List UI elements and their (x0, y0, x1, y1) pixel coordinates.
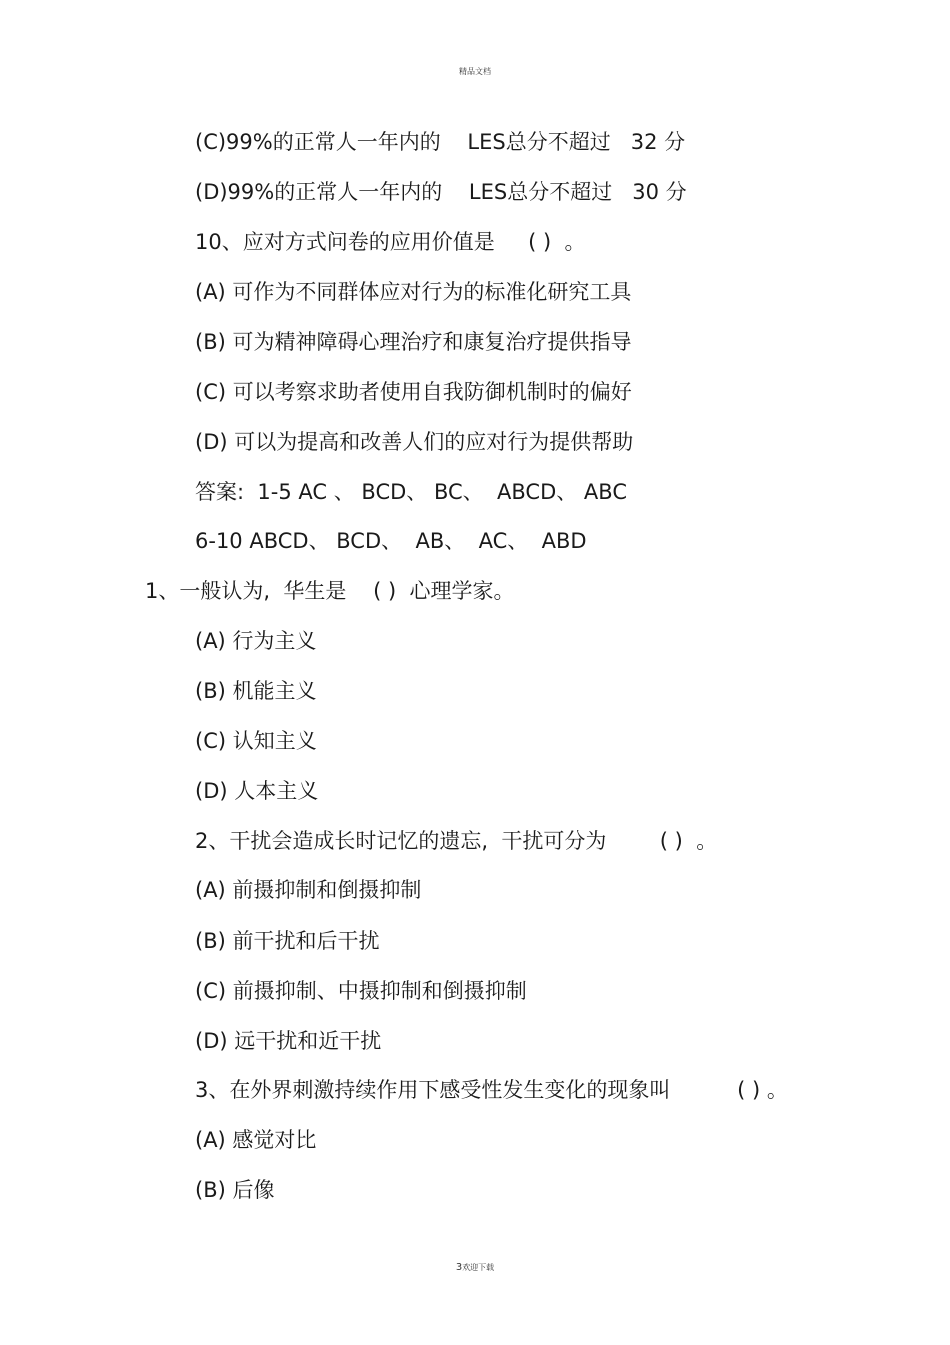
q3-option-b: (B) 后像 (195, 1178, 275, 1202)
q1-option-a: (A) 行为主义 (195, 629, 317, 653)
q2-option-c: (C) 前摄抑制、中摄抑制和倒摄抑制 (195, 979, 527, 1003)
q2-option-a: (A) 前摄抑制和倒摄抑制 (195, 878, 422, 902)
option-line-c-les: (C)99%的正常人一年内的 LES总分不超过 32 分 (195, 130, 686, 154)
q2-option-d: (D) 远干扰和近干扰 (195, 1029, 382, 1053)
q3-option-a: (A) 感觉对比 (195, 1128, 317, 1152)
page-header: 精品文档 (459, 67, 491, 76)
q10-option-b: (B) 可为精神障碍心理治疗和康复治疗提供指导 (195, 330, 632, 354)
option-line-d-les: (D)99%的正常人一年内的 LES总分不超过 30 分 (195, 180, 687, 204)
question-1: 1、一般认为, 华生是 ( ) 心理学家。 (145, 579, 515, 603)
answer-line-1: 答案: 1-5 AC 、 BCD、 BC、 ABCD、 ABC (195, 480, 627, 504)
question-2: 2、干扰会造成长时记忆的遗忘, 干扰可分为 ( ) 。 (195, 829, 718, 853)
q1-option-b: (B) 机能主义 (195, 679, 317, 703)
page-number: 3 (455, 1262, 463, 1273)
q10-option-a: (A) 可作为不同群体应对行为的标准化研究工具 (195, 280, 632, 304)
q1-option-d: (D) 人本主义 (195, 779, 319, 803)
q2-option-b: (B) 前干扰和后干扰 (195, 929, 380, 953)
footer-text: 欢迎下载 (462, 1263, 495, 1272)
page-footer (0, 1262, 950, 1273)
q10-option-d: (D) 可以为提高和改善人们的应对行为提供帮助 (195, 430, 634, 454)
question-3: 3、在外界刺激持续作用下感受性发生变化的现象叫 ( ) 。 (195, 1078, 788, 1102)
answer-line-2: 6-10 ABCD、 BCD、 AB、 AC、 ABD (195, 529, 587, 553)
q10-option-c: (C) 可以考察求助者使用自我防御机制时的偏好 (195, 380, 632, 404)
question-10: 10、应对方式问卷的应用价值是 ( ) 。 (195, 230, 586, 254)
q1-option-c: (C) 认知主义 (195, 729, 317, 753)
